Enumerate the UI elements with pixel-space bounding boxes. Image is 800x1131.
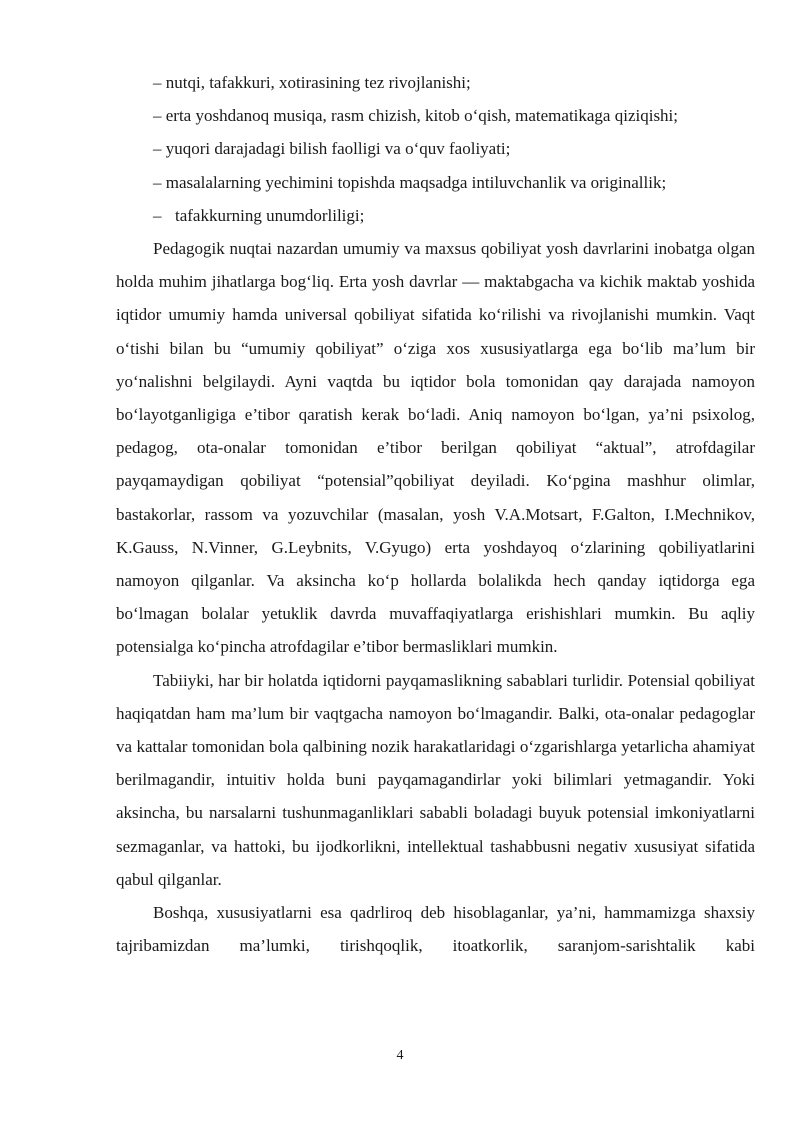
paragraph: Tabiiyki, har bir holatda iqtidorni payqamaslikning sabablari turlidir. Potensial qobiliyat haqiqatdan ham ma’lum bir vaqtgacha namoyon bo‘lmagandir. Balki, ota-onalar pedagoglar va kattalar tomonidan bola qalbining nozik harakatlaridagi o‘zgarishlarga yetarlicha ahamiyat berilmagandir, intuitiv holda buni payqamagandirlar yoki bilimlari yetmagandir. Yoki aksincha, bu narsalarni tushunmaganliklari sababli boladagi buyuk potensial imkoniyatlarni sezmaganlar, va hattoki, bu ijodkorlikni, intellektual tashabbusni negativ xususiyat sifatida qabul qilganlar.: [116, 670, 755, 889]
paragraph: Boshqa, xususiyatlarni esa qadrliroq deb hisoblaganlar, ya’ni, hammamizga shaxsiy tajribamizdan ma’lumki, tirishqoqlik, itoatkorlik, saranjom-sarishtalik kabi: [116, 903, 755, 956]
paragraph: Pedagogik nuqtai nazardan umumiy va maxsus qobiliyat yosh davrlarini inobatga olgan holda muhim jihatlarga bog‘liq. Erta yosh davrlar — maktabgacha va kichik maktab yoshida iqtidor umumiy hamda universal qobiliyat sifatida ko‘rilishi va rivojlanishi mumkin. Vaqt o‘tishi bilan bu “umumiy qobiliyat” o‘ziga xos xususiyatlarga ega bo‘lib ma’lum bir yo‘nalishni belgilaydi. Ayni vaqtda bu iqtidor bola tomonidan qay darajada namoyon bo‘layotganligiga e’tibor qaratish kerak bo‘ladi. Aniq namoyon bo‘lgan, ya’ni psixolog, pedagog, ota-onalar tomonidan e’tibor berilgan qobiliyat “aktual”, atrofdagilar payqamaydigan qobiliyat “potensial”qobiliyat deyiladi. Ko‘pgina mashhur olimlar, bastakorlar, rassom va yozuvchilar (masalan, yosh V.A.Motsart, F.Galton, I.Mechnikov, K.Gauss, N.Vinner, G.Leybnits, V.Gyugo) erta yoshdayoq o‘zlarining qobiliyatlarini namoyon qilganlar. Va aksincha ko‘p hollarda bolalikda hech qanday iqtidorga ega bo‘lmagan bolalar yetuklik davrda muvaffaqiyatlarga erishishlari mumkin. Bu aqliy potensialga ko‘pincha atrofdagilar e’tibor bermasliklari mumkin.: [116, 239, 755, 657]
list-item: – erta yoshdanoq musiqa, rasm chizish, kitob o‘qish, matematikaga qiziqishi;: [153, 106, 679, 126]
page-body: [116, 66, 755, 962]
list-item: [116, 199, 755, 232]
list-item-text: tafakkurning unumdorliligi;: [175, 205, 365, 225]
list-item: – yuqori darajadagi bilish faolligi va o‘quv faoliyati;: [153, 139, 511, 159]
page-number: 4: [396, 1048, 404, 1063]
list-item: – nutqi, tafakkuri, xotirasining tez rivojlanishi;: [153, 73, 471, 92]
list-item: – masalalarning yechimini topishda maqsadga intiluvchanlik va originallik;: [153, 172, 667, 192]
list-dash: –: [153, 205, 162, 225]
